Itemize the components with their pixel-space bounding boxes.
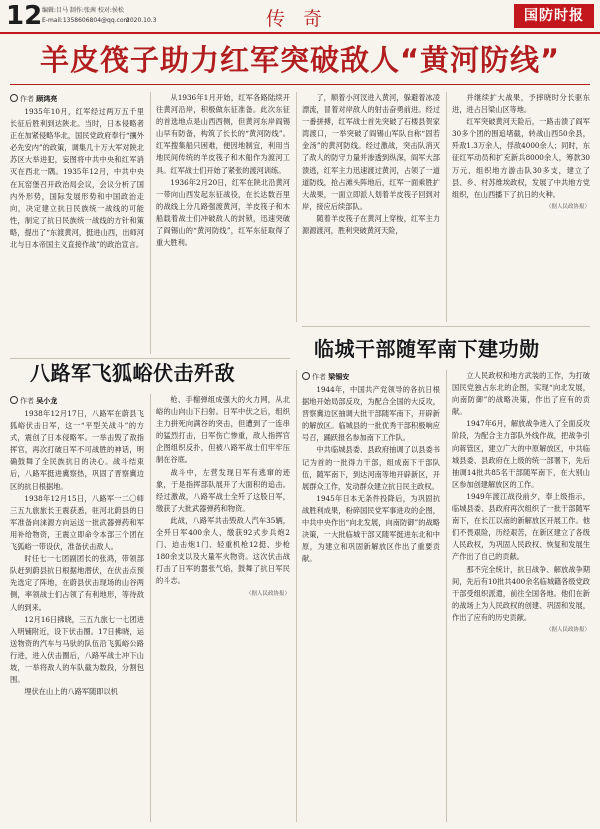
article3-column-2 — [452, 370, 590, 822]
paragraph: 红军突破黄河天险后，一路击溃了阎军30多个团的围追堵截，转战山西50余县，歼敌1.3万余人，俘敌4000余人；同时，东征红军动员和扩充新兵8000余人，筹款30万元，组织地方游击队30多支，建立了县、乡、村苏维埃政权，发展了中共地方党组织，在山西播下了抗日的火种。 — [452, 117, 590, 199]
article1-column-1 — [10, 92, 144, 354]
section-title: 传 奇 — [266, 8, 329, 30]
article3-byline: 作者 梁锡安 — [302, 370, 440, 384]
paragraph: 1938年12月15日，八路军一二〇师三五九旅旅长王震获悉，驻河北蔚县的日军准备向涞源方向运送一批武器弹药和军用补给物资，王震立即命令本部三个团在飞狐峪一带设伏，准备伏击敌人。 — [10, 493, 144, 552]
issue-date: 2020.10.3 — [126, 17, 157, 24]
paragraph: 1945年日本无条件投降后，为巩固抗战胜利成果，粉碎国民党军事进攻的企图，中共中央作出“向北发展，向南防御”的战略决策，一大批临城干部又随军挺进东北和中原，为建立和巩固新解放区作出了重要贡献。 — [302, 493, 440, 564]
paragraph: 中共临城县委、县政府抽调了以县委书记为首的一批得力干部，组成南下干部队伍，随军南下，到达河南等地开辟新区，开展群众工作，发动群众建立抗日民主政权。 — [302, 445, 440, 491]
paragraph: 随着羊皮筏子在黄河上穿梭，红军主力源源渡河，胜利突破黄河天险， — [302, 213, 440, 236]
section-divider — [302, 326, 590, 327]
article2-author: 吴小龙 — [36, 397, 58, 405]
column-divider — [150, 92, 151, 354]
column-divider — [446, 92, 447, 322]
paragraph: 枪、手榴弹组成强大的火力网，从北峪的山向山下扫射。日军中伏之后，组织主力拼死向满谷的突击，但遭到了一连串的猛烈打击，日军伤亡惨重，敌人指挥官企图组织反扑，但被八路军战士们牢牢压制在谷底。 — [156, 395, 290, 465]
article-source-credit: （据人民政协报） — [545, 203, 590, 210]
paragraph: 立人民政权和地方武装的工作，为打破国民党独占东北的企图，实现“向北发展，向南防御”的战略决策，作出了应有的贡献。 — [452, 371, 590, 417]
page-header — [0, 0, 600, 34]
article2-column-2 — [156, 394, 290, 822]
paragraph: 埋伏在山上的八路军随即以机 — [24, 687, 118, 697]
paragraph: 1936年2月20日，红军在陕北沿黄河一带向山西发起东征战役，在长达数百里的战线上分几路强渡黄河，羊皮筏子和木船载着战士们冲破敌人的封锁，迅速突破了阎锡山的“黄河防线”，红军东征取得了重大胜利。 — [156, 177, 290, 248]
article2-column-1 — [10, 394, 144, 822]
paragraph: 1944年，中国共产党领导的各抗日根据地开始局部反攻，为配合全国的大反攻，晋察冀边区抽调大批干部随军南下，开辟新的解放区。临城县的一批优秀干部积极响应号召，踊跃报名参加南下工作队。 — [302, 385, 440, 443]
article1-headline: 羊皮筏子助力红军突破敌人“黄河防线” — [39, 43, 561, 77]
article1-byline: 作者 顾鸿亮 — [10, 92, 144, 106]
column-divider — [446, 370, 447, 822]
editor-credits: 编辑:目马 制作:张茜 校对:侯松 — [42, 7, 124, 14]
author-bullet-icon — [302, 372, 310, 380]
column-divider — [150, 394, 151, 822]
paragraph: 战斗中，左营发现日军有逃窜的迹象，于是指挥部队展开了大面积的追击。经过激战，八路军战士全歼了这股日军，缴获了大批武器弹药和物资。 — [156, 467, 290, 513]
article3-author: 梁锡安 — [328, 373, 350, 381]
paragraph: 1947年6月，解放战争进入了全面反攻阶段，为配合主力部队外线作战，把战争引向蒋管区，建立广大的中原解放区，中共临城县委、县政府在上级的统一部署下，先后抽调14批共85名干部随军南下，在大别山区参加创建解放区的工作。 — [452, 419, 590, 489]
article1-author: 顾鸿亮 — [36, 95, 58, 103]
article1-column-2 — [156, 92, 290, 354]
column-divider — [296, 92, 297, 322]
article3-column-1 — [302, 370, 440, 822]
article2-headline: 八路军飞狐峪伏击歼敌 — [30, 361, 235, 385]
article2-byline: 作者 吴小龙 — [10, 394, 144, 408]
paragraph: 1935年10月，红军经过两万五千里长征后胜利到达陕北。当时，日本侵略者正在加紧侵略华北，国民党政府奉行“攘外必先安内”的政策，调集几十万大军对陕北苏区大举进犯，妄图将中共中央和红军消灭在西北一隅。1935年12月，中共中央在瓦窑堡召开政治局会议，会议分析了国内外形势，国际发展形势和中国政治走向，决定建立抗日民族统一战线的可能性，制定了抗日民族统一战线的方针和策略，提出了“东渡黄河，挺进山西，出师河北与日本帝国主义直接作战”的政治宣言。 — [10, 107, 144, 250]
paragraph: 并继续扩大战果，予摔晓时分长驱东进，进占吕梁山区等地。 — [452, 93, 590, 115]
paragraph: 从1936年1月开始，红军各路陆续开往黄河沿岸，积极做东征准备。此次东征的首选地点是山西西侧，但黄河东岸阎锡山早有防备，构筑了长长的“黄河防线”。红军搜集船只困难，便因地制宜，利用当地民间传统的羊皮筏子和木船作为渡河工具。红军战士们开始了紧张的渡河训练。 — [156, 93, 290, 175]
paragraph: 此战，八路军共击毁敌人汽车35辆，全歼日军400余人，缴获92式步兵炮2门、迫击炮1门、轻重机枪12挺、步枪180余支以及大量军火物资。这次伏击战打击了日军的嚣张气焰，鼓舞了抗日军民的斗志。 — [156, 515, 290, 586]
author-bullet-icon — [10, 94, 18, 102]
author-bullet-icon — [10, 396, 18, 404]
article-source-credit: （据人民政协报） — [545, 626, 590, 633]
article1-column-4 — [452, 92, 590, 322]
headline-rule — [10, 84, 590, 85]
paragraph: 1938年12月17日，八路军在蔚县飞狐峪伏击日军，这一“平型关战斗”的方式，震创了日本侵略军。一举击毁了敌指挥官，再次打破日军不可战胜的神话，明确鼓舞了全民族抗日的决心。战斗结束后，八路军挺进冀察热，巩固了晋察冀边区的抗日根据地。 — [10, 409, 144, 491]
column-divider — [296, 370, 297, 822]
page-number: 12 — [6, 1, 43, 31]
article1-column-3 — [302, 92, 440, 322]
paragraph: 了，顺着小河汊进入黄河，躲避着冰凌漂流，冒着对岸敌人的射击奋勇前进。经过一番拼搏，红军战士首先突破了石楼县贺家湾渡口，一举突破了阎锡山军队自称“固若金汤”的黄河防线。经过激战，突击队消灭了敌人的防守力量并渗透到纵深，阎军大部溃逃，红军主力迅速渡过黄河，占领了一道道防线，抢占滩头阵地后，红军一面乘胜扩大战果，一面立即派人划着羊皮筏子回到对岸，接应后续部队。 — [302, 93, 440, 211]
paragraph: 1949年渡江战役前夕，奉上级指示，临城县委、县政府再次组织了一批干部随军南下，在长江以南的新解放区开展工作。他们不畏艰险，历经艰苦，在新区建立了各级人民政权，为巩固人民政权、恢复和发展生产作出了自己的贡献。 — [452, 491, 590, 562]
paragraph: 那不完全统计，抗日战争、解放战争期间，先后有10批共400余名临城籍各级党政干部受组织派遣，前往全国各地。他们在新的战场上为人民政权的创建、巩固和发展，作出了应有的历史贡献。 — [452, 564, 590, 622]
newspaper-logo: 国防时报 — [514, 4, 594, 28]
paragraph: 时任七一七团副团长的张鸿，带领部队赶到蔚县抗日根据地潜伏，在伏击点预先选定了阵地，在蔚县伏击现场的山谷两侧，率领战士们占领了有利地形，等待敌人的到来。 — [10, 554, 144, 612]
article3-headline: 临城干部随军南下建功勋 — [314, 337, 540, 361]
paragraph: 12月16日拂晓，三五九旅七一七团进入明铺附近，设下伏击圈。17日拂晓，运送物资的汽车与马驮的队伍沿飞狐峪公路行进，进入伏击圈后，八路军战士冲下山坡，一举将敌人的车队截为数段，分割包围。 — [10, 614, 144, 685]
contact-email: E-mail:1358606804@qq.com — [42, 17, 130, 24]
section-divider — [10, 358, 290, 359]
article-source-credit: （据人民政协报） — [245, 590, 290, 597]
